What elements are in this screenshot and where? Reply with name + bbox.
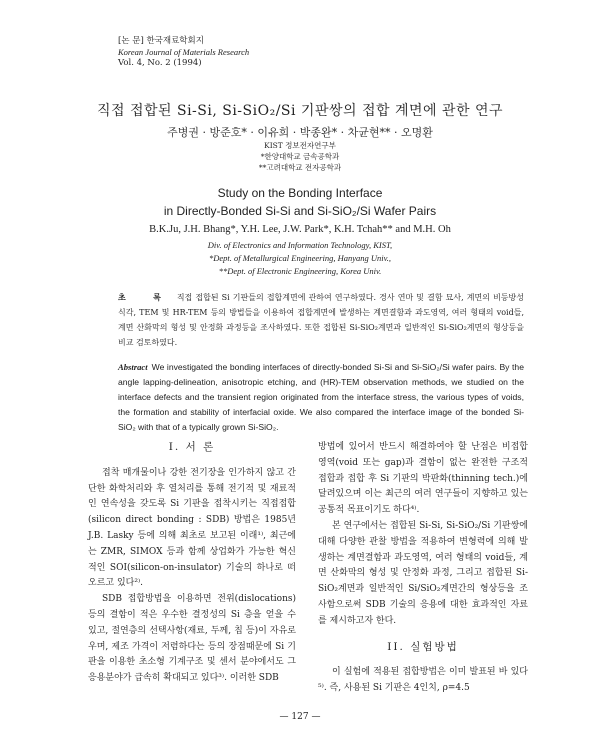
title-korean: 직접 접합된 Si-Si, Si-SiO₂/Si 기판쌍의 접합 계면에 관한 연구 xyxy=(96,103,504,119)
affiliation-en-1: Div. of Electronics and Information Technology, KIST, xyxy=(207,240,393,250)
paragraph: 방법에 있어서 반드시 해결하여야 할 난점은 비접합 영역(void 또는 gap)과 결함이 없는 완전한 구조적 접합과 접합 후 Si 기판의 박판화(thinning tech.)에 달려있으며 이는 최근의 여러 연구들이 지향하고 있는 공통적 목표이기도 하다⁴⁾. xyxy=(318,442,528,516)
left-column xyxy=(88,440,296,687)
paragraph: SDB 접합방법을 이용하면 전위(dislocations)등의 결함이 적은 우수한 결정성의 Si 층을 얻을 수 있고, 절연층의 선택사항(재료, 두께, 칩 등)이 자유로우며, 제조 가격이 저렴하다는 등의 장점때문에 Si 기판을 이용한 초소형 기계구조 및 센서 분야에서도 그 응용분야가 급속히 확대되고 있다³⁾. 이러한 SDB xyxy=(88,594,296,684)
affiliation-en-3: **Dept. of Electronic Engineering, Korea Univ. xyxy=(218,266,382,276)
section-heading-experimental: II. 실험방법 xyxy=(387,640,459,653)
title-english xyxy=(0,184,600,220)
journal-name-ko: [논 문] 한국재료학회지 xyxy=(118,36,204,46)
journal-header xyxy=(118,36,249,69)
paragraph: 이 실험에 적용된 접합방법은 이미 발표된 바 있다⁵⁾. 즉, 사용된 Si 기판은 4인치, ρ=4.5 xyxy=(318,667,528,694)
journal-name-en: Korean Journal of Materials Research xyxy=(118,47,250,57)
right-column xyxy=(318,440,528,697)
paragraph: 접착 매개물이나 강한 전기장을 인가하지 않고 간단한 화학처리와 후 열처리를 통해 전기적 및 재료적인 연속성을 갖도록 Si 기판을 접착시키는 직접접합(silicon direct bonding : SDB) 방법은 1985년 J.B. Lasky 등에 의해 최초로 보고된 이래¹⁾, 최근에는 ZMR, SIMOX 등과 함께 상업화가 가능한 혁신적인 SOI(silicon-on-insulator) 기술의 하나로 떠오르고 있다²⁾. xyxy=(88,467,296,589)
affiliation-en-2: *Dept. of Metallurgical Engineering, Hanyang Univ., xyxy=(208,253,391,263)
page-number: — 127 — xyxy=(279,712,321,722)
abstract-en-label: Abstract xyxy=(118,362,148,372)
abstract-en-text: We investigated the bonding interfaces of directly-bonded Si-Si and Si-SiO₂/Si wafer pairs. By the angle lapping-delineation, anisotropic etching, and (HR)-TEM observation methods, we studied on the interface defects and the transient region originated from the interface stress, the various types of voids, the formation and stability of interfacial oxide. We also compared the interface image of the bonded Si-SiO₂ with that of a typically grown Si-SiO₂. xyxy=(118,362,524,432)
authors-english: B.K.Ju, J.H. Bhang*, Y.H. Lee, J.W. Park*, K.H. Tchah** and M.H. Oh xyxy=(149,224,451,235)
affiliation-ko-2: *한양대학교 금속공학과 xyxy=(260,152,340,161)
abstract-ko-text: 직접 접합된 Si 기판들의 접합계면에 관하여 연구하였다. 경사 연마 및 결함 묘사, 계면의 비등방성 식각, TEM 및 HR-TEM 등의 방법들을 이용하여 접합계면에 발생하는 계면결함과 과도영역, 여러 형태의 void들, 계면 산화막의 형성 및 안정화 과정등을 조사하였다. 또한 접합된 Si-SiO₂계면과 일반적인 Si-SiO₂계면의 형상등을 비교 검토하였다. xyxy=(118,293,524,347)
abstract-english xyxy=(118,360,524,435)
paragraph: 본 연구에서는 접합된 Si-Si, Si-SiO₂/Si 기판쌍에 대해 다양한 관찰 방법을 적용하여 변형력에 의해 발생하는 계면결함과 과도영역, 여러 형태의 void들, 계면 산화막의 형성 및 안정화 과정, 그리고 접합된 Si-SiO₂계면과 일반적인 Si/SiO₂계면간의 형상등을 조사함으로써 SDB 기술의 응용에 대한 효과적인 자료를 제시하고자 한다. xyxy=(318,520,528,626)
affiliations-english xyxy=(0,239,600,278)
affiliation-ko-1: KIST 정보전자연구부 xyxy=(264,141,336,150)
journal-volume: Vol. 4, No. 2 (1994) xyxy=(118,58,202,68)
abstract-korean xyxy=(118,290,524,350)
section-heading-introduction: I. 서 론 xyxy=(168,441,216,453)
affiliation-ko-3: **고려대학교 전자공학과 xyxy=(258,163,342,172)
abstract-ko-label: 초 록 xyxy=(118,292,173,302)
title-en-line-1: Study on the Bonding Interface xyxy=(217,186,383,200)
title-en-line-2: in Directly-Bonded Si-Si and Si-SiO₂/Si Wafer Pairs xyxy=(163,204,437,218)
authors-korean: 주병권 · 방준호* · 이유희 · 박종완* · 차균현** · 오명환 xyxy=(167,126,433,139)
affiliations-korean xyxy=(0,140,600,173)
